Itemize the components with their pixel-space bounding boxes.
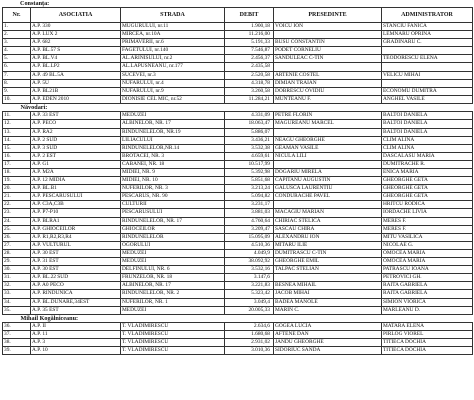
section-title: Mihail Kogălniceanu:: [20, 314, 79, 322]
cell-asociatia: A.P. 3 SUD: [31, 144, 121, 152]
cell-nr: 35.: [3, 306, 31, 314]
cell-strada: FAGETULUI, nr.140: [121, 47, 225, 55]
cell-debit: 3.147,6: [225, 274, 274, 282]
cell-presedinte: ARTENIE COSTEL: [274, 71, 382, 79]
cell-strada: BROTACEI, NR. 3: [121, 152, 225, 160]
cell-administrator: [382, 63, 473, 71]
cell-strada: LILIACULUI: [121, 136, 225, 144]
cell-strada: SUCEVEI, nr.3: [121, 71, 225, 79]
cell-nr: 26.: [3, 233, 31, 241]
cell-administrator: BALTOI DANIELA: [382, 120, 473, 128]
cell-presedinte: CAPITANU AUGUSTIN: [274, 177, 382, 185]
cell-nr: 32.: [3, 282, 31, 290]
cell-debit: 5.851,68: [225, 177, 274, 185]
table-row: [3, 55, 473, 63]
cell-debit: 5.392,98: [225, 169, 274, 177]
cell-asociatia: A.P. 5U: [31, 79, 121, 87]
header-nr: Nr.: [3, 8, 31, 23]
cell-nr: 6.: [3, 63, 31, 71]
cell-asociatia: A.P. PECO: [31, 120, 121, 128]
table-row: [3, 120, 473, 128]
cell-presedinte: PODET CORNELIU: [274, 47, 382, 55]
table-row: [3, 339, 473, 347]
cell-administrator: SIMION VIORICA: [382, 298, 473, 306]
cell-asociatia: A.P. 30 EST: [31, 249, 121, 257]
header-presedinte: PRESEDINTE: [274, 8, 382, 23]
cell-debit: 18.063,47: [225, 120, 274, 128]
table-row: [3, 160, 473, 168]
cell-administrator: HRITCU RODICA: [382, 201, 473, 209]
cell-strada: NUFARULUI, nr.9: [121, 87, 225, 95]
cell-strada: FRUNZELOR, NR. 18: [121, 274, 225, 282]
cell-debit: 1.900,18: [225, 23, 274, 31]
table-row: [3, 266, 473, 274]
cell-presedinte: GOGEA LUCIA: [274, 323, 382, 331]
cell-strada: MEDUZEI: [121, 249, 225, 257]
cell-presedinte: GEAMAN VASILE: [274, 144, 382, 152]
cell-asociatia: A.P. 49 BL.5A: [31, 71, 121, 79]
cell-nr: 17.: [3, 160, 31, 168]
cell-asociatia: A.P. 2 SUD: [31, 136, 121, 144]
cell-administrator: GHEORGHE GETA: [382, 177, 473, 185]
cell-administrator: GHEORGHE GETA: [382, 185, 473, 193]
cell-presedinte: GALUSCA LAURENTIU: [274, 185, 382, 193]
table-row: [3, 331, 473, 339]
header-administrator: ADMINISTRATOR: [382, 8, 473, 23]
cell-debit: 3.049,4: [225, 298, 274, 306]
cell-nr: 27.: [3, 241, 31, 249]
cell-nr: 37.: [3, 331, 31, 339]
cell-nr: 33.: [3, 290, 31, 298]
table-row: [3, 249, 473, 257]
cell-asociatia: A.P. BL.LP2: [31, 63, 121, 71]
cell-nr: 19.: [3, 177, 31, 185]
cell-nr: 20.: [3, 185, 31, 193]
cell-asociatia: A.P. 2 EST: [31, 152, 121, 160]
cell-presedinte: JACOB MIHAI: [274, 290, 382, 298]
cell-strada: ALBINELOR, NR. 17: [121, 282, 225, 290]
cell-asociatia: A.P. EDEN 2010: [31, 95, 121, 103]
cell-strada: MEDUZEI: [121, 306, 225, 314]
section-title-constanta: Constanța:: [20, 0, 50, 7]
cell-debit: 3.231,17: [225, 201, 274, 209]
cell-administrator: RAITA GABRIELA: [382, 290, 473, 298]
table-row: [3, 241, 473, 249]
table-row: [3, 282, 473, 290]
cell-asociatia: A.P. GHIOCEILOR: [31, 225, 121, 233]
cell-strada: T. VLADIMIRESCU: [121, 331, 225, 339]
document-page: [2, 0, 472, 400]
cell-presedinte: MACAGIU MARIAN: [274, 209, 382, 217]
cell-administrator: MATARA ELENA: [382, 323, 473, 331]
cell-nr: 25.: [3, 225, 31, 233]
cell-debit: 2.456,37: [225, 55, 274, 63]
cell-administrator: ENICA MARIA: [382, 169, 473, 177]
cell-administrator: TITIECA DOCHIA: [382, 347, 473, 355]
cell-asociatia: A.P. BLRA1: [31, 217, 121, 225]
cell-strada: CABANEI, NR. 18: [121, 160, 225, 168]
cell-debit: 4.318,78: [225, 79, 274, 87]
cell-strada: PESCARUSULUI: [121, 209, 225, 217]
cell-administrator: PETROVICI GH.: [382, 274, 473, 282]
cell-strada: MIRCEA, nr.10A: [121, 31, 225, 39]
cell-debit: 4.510,36: [225, 241, 274, 249]
cell-presedinte: [274, 63, 382, 71]
cell-debit: 3.436,21: [225, 136, 274, 144]
cell-nr: 18.: [3, 169, 31, 177]
cell-presedinte: [274, 201, 382, 209]
cell-nr: 36.: [3, 323, 31, 331]
cell-debit: 3.532,38: [225, 144, 274, 152]
cell-asociatia: A.P. 330: [31, 23, 121, 31]
table-row: [3, 31, 473, 39]
cell-presedinte: MAGUREANU MARCEL: [274, 120, 382, 128]
cell-administrator: ECONOMU DUMITRA: [382, 87, 473, 95]
cell-strada: DELFINULUI, NR. 6: [121, 266, 225, 274]
cell-debit: 4.760,64: [225, 217, 274, 225]
cell-presedinte: MARIN C.: [274, 306, 382, 314]
cell-debit: 4.331,09: [225, 112, 274, 120]
cell-debit: 4.049,9: [225, 249, 274, 257]
table-row: [3, 193, 473, 201]
cell-asociatia: A.P. G1: [31, 160, 121, 168]
table-row: [3, 144, 473, 152]
table-row: [3, 217, 473, 225]
table-row: [3, 63, 473, 71]
table-row: [3, 47, 473, 55]
table-row: [3, 169, 473, 177]
cell-asociatia: A.P. BL.DUNARE,34EST: [31, 298, 121, 306]
cell-asociatia: A.P. 33 EST: [31, 112, 121, 120]
table-row: [3, 112, 473, 120]
table-row: [3, 39, 473, 47]
cell-presedinte: DUMITRASCU C-TIN: [274, 249, 382, 257]
cell-asociatia: A.P. C3A,C3B: [31, 201, 121, 209]
table-row: [3, 23, 473, 31]
cell-strada: MIDIEI, NR. 10: [121, 177, 225, 185]
cell-debit: 2.520,58: [225, 71, 274, 79]
cell-presedinte: GHEORGHE EMIL: [274, 258, 382, 266]
cell-nr: 3.: [3, 39, 31, 47]
cell-debit: 5.094,82: [225, 193, 274, 201]
cell-presedinte: [274, 160, 382, 168]
cell-asociatia: A.P. 3: [31, 339, 121, 347]
table-row: [3, 290, 473, 298]
cell-administrator: CLIM ALINA: [382, 144, 473, 152]
cell-asociatia: A.P. LUX 2: [31, 31, 121, 39]
cell-asociatia: A.P. BL.B1: [31, 185, 121, 193]
cell-nr: 10.: [3, 95, 31, 103]
cell-asociatia: A.P. RA2: [31, 128, 121, 136]
cell-strada: PRIMAVERII, nr.6: [121, 39, 225, 47]
cell-asociatia: A.P. RINDUNICA: [31, 290, 121, 298]
cell-administrator: TEODORESCU ELENA: [382, 55, 473, 63]
table-row: [3, 306, 473, 314]
section-title-row: [3, 314, 473, 322]
cell-presedinte: SANDULEAC C-TIN: [274, 55, 382, 63]
cell-debit: 3.010,36: [225, 347, 274, 355]
cell-strada: RINDUNELELOR,NR.14: [121, 144, 225, 152]
cell-nr: 38.: [3, 339, 31, 347]
cell-presedinte: JANDU GHEORGHE: [274, 339, 382, 347]
table-row: [3, 128, 473, 136]
cell-administrator: DASCALASU MARIA: [382, 152, 473, 160]
table-body: [3, 23, 473, 355]
cell-asociatia: A.P. 31 EST: [31, 258, 121, 266]
cell-administrator: MERES F.: [382, 217, 473, 225]
cell-administrator: MARLEANU D.: [382, 306, 473, 314]
cell-strada: CULTURII: [121, 201, 225, 209]
cell-strada: OGORULUI: [121, 241, 225, 249]
cell-strada: MIDIEI, NR. 9: [121, 169, 225, 177]
cell-nr: 8.: [3, 79, 31, 87]
cell-debit: 7.546,87: [225, 47, 274, 55]
cell-asociatia: A.P. VULTURUL: [31, 241, 121, 249]
cell-debit: 15.095,09: [225, 233, 274, 241]
cell-debit: 3.213,24: [225, 185, 274, 193]
cell-administrator: BALTOI DANIELA: [382, 128, 473, 136]
cell-strada: RINDUNELELOR: [121, 233, 225, 241]
cell-presedinte: [274, 128, 382, 136]
cell-nr: 23.: [3, 209, 31, 217]
cell-strada: MEDUZEI: [121, 112, 225, 120]
cell-debit: 10.517,99: [225, 160, 274, 168]
cell-administrator: ANGHEL VASILE: [382, 95, 473, 103]
cell-administrator: PIRLOG VIOREL: [382, 331, 473, 339]
cell-strada: RINDUNELELOR, NR.19: [121, 128, 225, 136]
cell-strada: RINDUNELELOR, NR. 17: [121, 217, 225, 225]
cell-administrator: [382, 79, 473, 87]
cell-nr: 1.: [3, 23, 31, 31]
section-title-row: [3, 103, 473, 111]
cell-nr: 16.: [3, 152, 31, 160]
cell-nr: 14.: [3, 136, 31, 144]
cell-administrator: IORDACHE LIVIA: [382, 209, 473, 217]
cell-debit: 11.216,00: [225, 31, 274, 39]
cell-asociatia: A.P. M2A: [31, 169, 121, 177]
cell-debit: 3.221,83: [225, 282, 274, 290]
cell-debit: 5.323,42: [225, 290, 274, 298]
cell-debit: 1.680,68: [225, 331, 274, 339]
table-row: [3, 177, 473, 185]
table-header-row: [3, 8, 473, 23]
cell-asociatia: A.P. PESCARUSULUI: [31, 193, 121, 201]
cell-nr: 21.: [3, 193, 31, 201]
cell-administrator: CLIM ALINA: [382, 136, 473, 144]
cell-strada: NUFARULUI, nr.4: [121, 79, 225, 87]
cell-administrator: LEMNARU OPRINA: [382, 31, 473, 39]
cell-administrator: OMOCEA MARIA: [382, 258, 473, 266]
cell-nr: 24.: [3, 217, 31, 225]
cell-presedinte: BUSU CONSTANTIN: [274, 39, 382, 47]
cell-presedinte: VOICU ION: [274, 23, 382, 31]
cell-nr: 4.: [3, 47, 31, 55]
cell-presedinte: PETRE FLORIN: [274, 112, 382, 120]
cell-nr: 7.: [3, 71, 31, 79]
cell-asociatia: A.P. 682: [31, 39, 121, 47]
cell-strada: MUGURULUI, nr.11: [121, 23, 225, 31]
cell-administrator: MITU VASILICA: [382, 233, 473, 241]
cell-strada: PESCARUS, NR. 90: [121, 193, 225, 201]
header-asociatia: ASOCIATIA: [31, 8, 121, 23]
table-row: [3, 136, 473, 144]
cell-administrator: GHEORGHE GETA: [382, 193, 473, 201]
cell-asociatia: A.P. 10: [31, 347, 121, 355]
cell-nr: 15.: [3, 144, 31, 152]
cell-presedinte: NEAGU GHEORGHE: [274, 136, 382, 144]
cell-debit: 2.931,02: [225, 339, 274, 347]
cell-debit: 20.005,33: [225, 306, 274, 314]
cell-asociatia: A.P. 35 EST: [31, 306, 121, 314]
table-row: [3, 152, 473, 160]
cell-asociatia: A.P. II: [31, 323, 121, 331]
cell-debit: 3.881,03: [225, 209, 274, 217]
cell-nr: 13.: [3, 128, 31, 136]
cell-administrator: VELICU MIHAI: [382, 71, 473, 79]
cell-administrator: RAITA GABRIELA: [382, 282, 473, 290]
cell-debit: 4.659,61: [225, 152, 274, 160]
cell-debit: 2.634,6: [225, 323, 274, 331]
cell-nr: 9.: [3, 87, 31, 95]
cell-presedinte: [274, 31, 382, 39]
cell-presedinte: DOBRESCU OVIDIU: [274, 87, 382, 95]
cell-presedinte: BADEA MANOLE: [274, 298, 382, 306]
table-row: [3, 233, 473, 241]
cell-presedinte: MUNTEANU F.: [274, 95, 382, 103]
cell-administrator: DUMITRACHE R.: [382, 160, 473, 168]
cell-presedinte: ALEXANDRU ION: [274, 233, 382, 241]
cell-asociatia: A.P. P7-P10: [31, 209, 121, 217]
cell-presedinte: MITARU ILIE: [274, 241, 382, 249]
cell-presedinte: AFTENE DAN: [274, 331, 382, 339]
cell-strada: ALBINELOR, NR. 17: [121, 120, 225, 128]
cell-nr: 11.: [3, 112, 31, 120]
cell-presedinte: SIDORIUC SANDA: [274, 347, 382, 355]
cell-strada: AL.LAPUSNEANU, nr.177: [121, 63, 225, 71]
cell-strada: NUFERILOR, NR. 1: [121, 298, 225, 306]
cell-nr: 29.: [3, 258, 31, 266]
header-debit: DEBIT: [225, 8, 274, 23]
cell-strada: T. VLADIMIRESCU: [121, 339, 225, 347]
table-row: [3, 71, 473, 79]
cell-presedinte: CONDURACHE PAVEL: [274, 193, 382, 201]
cell-asociatia: A.P. BL.V4: [31, 55, 121, 63]
cell-strada: T. VLADIMIRESCU: [121, 323, 225, 331]
cell-presedinte: NICULA LILI: [274, 152, 382, 160]
cell-nr: 34.: [3, 298, 31, 306]
cell-asociatia: A.P. BL.22 SUD: [31, 274, 121, 282]
cell-asociatia: A.P. 12 MIDIA: [31, 177, 121, 185]
cell-presedinte: DOGARIU MIRELA: [274, 169, 382, 177]
cell-nr: 2.: [3, 31, 31, 39]
cell-presedinte: [274, 274, 382, 282]
cell-presedinte: TALPAC STELIAN: [274, 266, 382, 274]
cell-nr: 31.: [3, 274, 31, 282]
debtors-table: [2, 7, 473, 355]
table-row: [3, 185, 473, 193]
table-row: [3, 209, 473, 217]
cell-presedinte: CHIRIAC STELICA: [274, 217, 382, 225]
cell-debit: 3.260,58: [225, 87, 274, 95]
cell-debit: 5.886,07: [225, 128, 274, 136]
cell-presedinte: DIMIAN TRAIAN: [274, 79, 382, 87]
table-row: [3, 95, 473, 103]
table-row: [3, 225, 473, 233]
cell-asociatia: A.P. BL21B: [31, 87, 121, 95]
table-row: [3, 298, 473, 306]
cell-nr: 39.: [3, 347, 31, 355]
cell-nr: 5.: [3, 55, 31, 63]
table-row: [3, 79, 473, 87]
cell-administrator: TITIECA DOCHIA: [382, 339, 473, 347]
cell-strada: T. VLADIMIRESCU: [121, 347, 225, 355]
table-row: [3, 87, 473, 95]
cell-debit: 11.284,21: [225, 95, 274, 103]
cell-nr: 12.: [3, 120, 31, 128]
cell-debit: 3.209,47: [225, 225, 274, 233]
header-strada: STRADA: [121, 8, 225, 23]
cell-asociatia: A.P. A0 PECO: [31, 282, 121, 290]
cell-nr: 28.: [3, 249, 31, 257]
cell-administrator: PATRASCU IOANA: [382, 266, 473, 274]
table-row: [3, 347, 473, 355]
table-row: [3, 201, 473, 209]
cell-asociatia: A.P. R1,R2,R3,R4: [31, 233, 121, 241]
cell-administrator: [382, 47, 473, 55]
cell-debit: 3.532,16: [225, 266, 274, 274]
cell-strada: GHIOCEILOR: [121, 225, 225, 233]
section-title: Năvodari:: [20, 103, 48, 111]
cell-administrator: MERES F.: [382, 225, 473, 233]
table-row: [3, 323, 473, 331]
cell-administrator: STANCIU FANICA: [382, 23, 473, 31]
cell-asociatia: A.P. 11: [31, 331, 121, 339]
cell-debit: 5.191,33: [225, 39, 274, 47]
cell-nr: 22.: [3, 201, 31, 209]
cell-strada: AL.ARINISULUI, nr.2: [121, 55, 225, 63]
cell-administrator: OMOCEA MARIA: [382, 249, 473, 257]
cell-debit: 38.092,92: [225, 258, 274, 266]
cell-debit: 2.435,58: [225, 63, 274, 71]
cell-strada: MEDUZEI: [121, 258, 225, 266]
cell-presedinte: BESNEA MIHAIL: [274, 282, 382, 290]
cell-administrator: NICOLAE G.: [382, 241, 473, 249]
table-row: [3, 258, 473, 266]
cell-asociatia: A.P. 30 EST: [31, 266, 121, 274]
table-row: [3, 274, 473, 282]
cell-strada: DIONISIE CEL MIC, nr.52: [121, 95, 225, 103]
cell-asociatia: A.P. BL.57 S: [31, 47, 121, 55]
cell-administrator: BALTOI DANIELA: [382, 112, 473, 120]
cell-nr: 30.: [3, 266, 31, 274]
cell-strada: RINDUNELELOR, NR. 2: [121, 290, 225, 298]
cell-administrator: GRADINARU C.: [382, 39, 473, 47]
cell-strada: NUFERILOR, NR. 3: [121, 185, 225, 193]
cell-presedinte: SASCAU CHIRA: [274, 225, 382, 233]
